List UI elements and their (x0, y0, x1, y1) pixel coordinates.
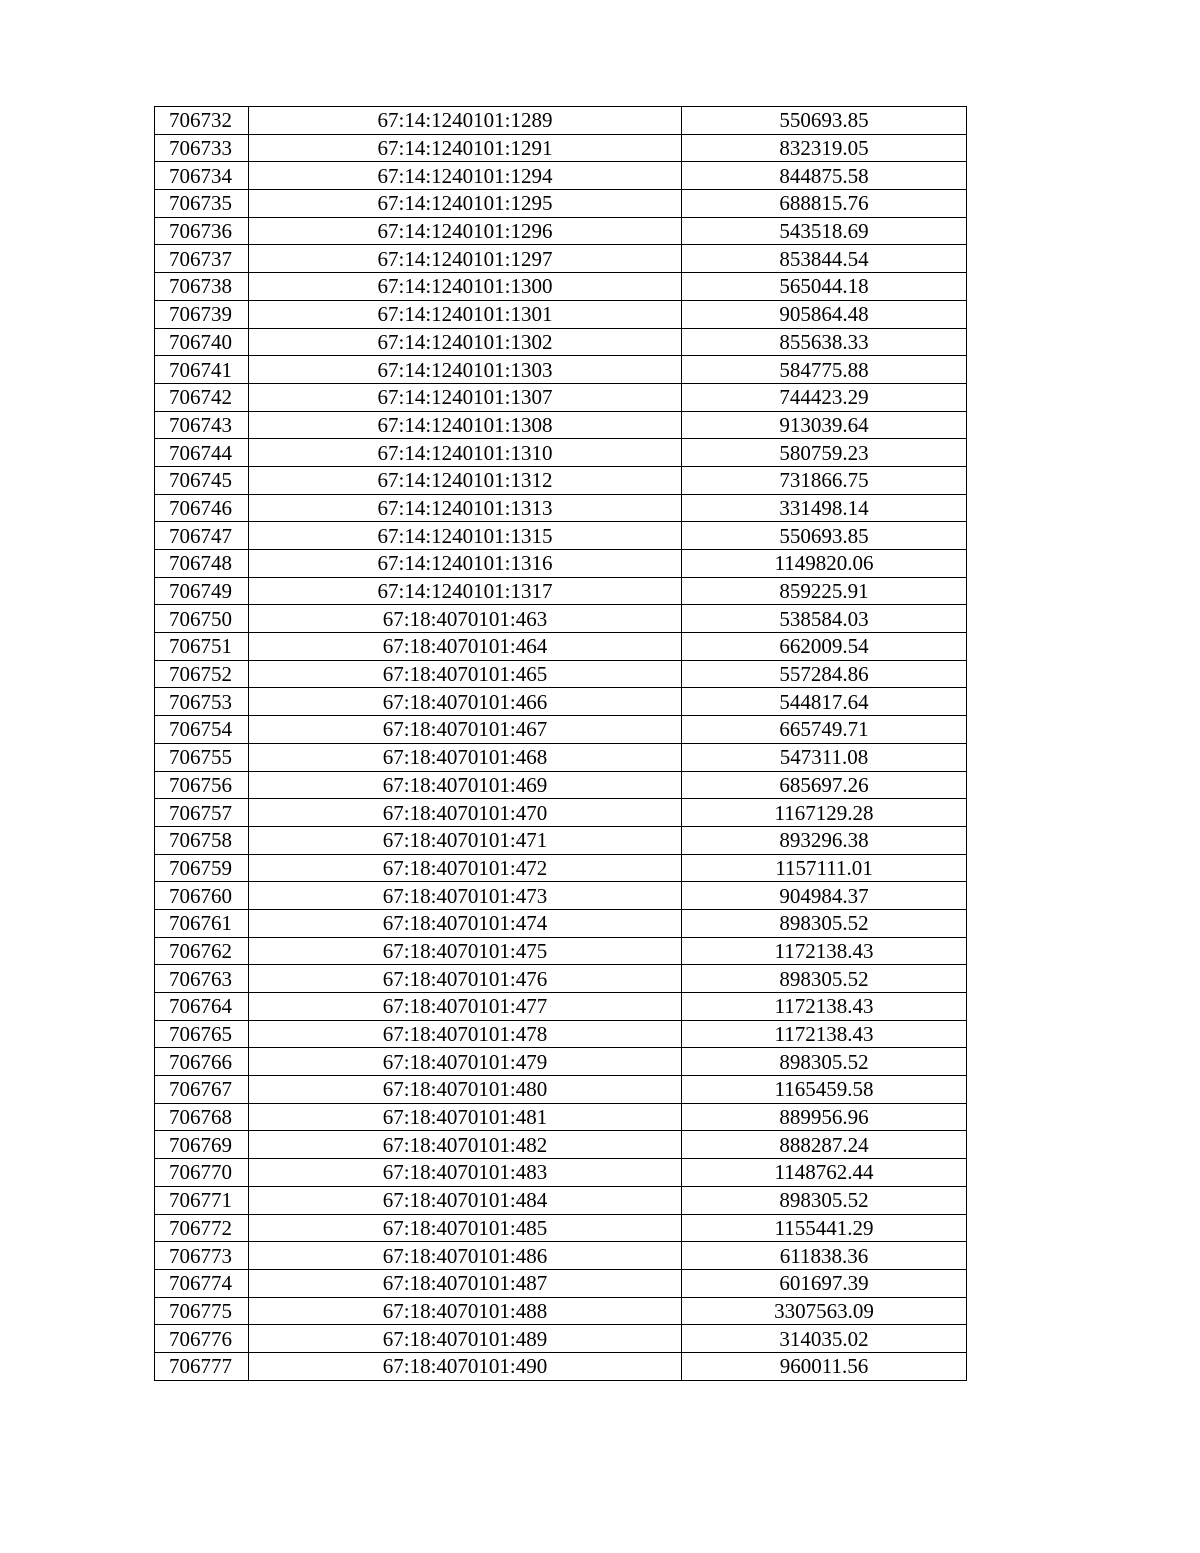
table-row (155, 660, 967, 688)
table-row (155, 1242, 967, 1270)
cadastral-number-cell: 67:18:4070101:482 (249, 1131, 682, 1159)
table-row (155, 134, 967, 162)
cadastral-number-cell: 67:18:4070101:476 (249, 965, 682, 993)
table-row (155, 466, 967, 494)
row-id-cell: 706739 (155, 300, 249, 328)
cadastral-number-cell: 67:14:1240101:1300 (249, 273, 682, 301)
cadastral-value-cell: 904984.37 (682, 882, 967, 910)
row-id-cell: 706768 (155, 1103, 249, 1131)
row-id-cell: 706760 (155, 882, 249, 910)
row-id-cell: 706776 (155, 1325, 249, 1353)
table-row (155, 1297, 967, 1325)
cadastral-value-cell: 898305.52 (682, 965, 967, 993)
table-row (155, 743, 967, 771)
cadastral-number-cell: 67:18:4070101:489 (249, 1325, 682, 1353)
cadastral-number-cell: 67:18:4070101:481 (249, 1103, 682, 1131)
cadastral-value-table (154, 106, 967, 1381)
table-row (155, 1020, 967, 1048)
table-row (155, 1076, 967, 1104)
cadastral-number-cell: 67:14:1240101:1313 (249, 494, 682, 522)
cadastral-value-cell: 898305.52 (682, 909, 967, 937)
cadastral-value-cell: 314035.02 (682, 1325, 967, 1353)
cadastral-number-cell: 67:14:1240101:1294 (249, 162, 682, 190)
cadastral-number-cell: 67:14:1240101:1303 (249, 356, 682, 384)
cadastral-value-cell: 550693.85 (682, 522, 967, 550)
table-row (155, 688, 967, 716)
table-row (155, 854, 967, 882)
cadastral-value-cell: 889956.96 (682, 1103, 967, 1131)
row-id-cell: 706735 (155, 190, 249, 218)
table-row (155, 245, 967, 273)
cadastral-value-cell: 1148762.44 (682, 1159, 967, 1187)
cadastral-number-cell: 67:18:4070101:478 (249, 1020, 682, 1048)
cadastral-value-cell: 1155441.29 (682, 1214, 967, 1242)
row-id-cell: 706737 (155, 245, 249, 273)
cadastral-number-cell: 67:18:4070101:474 (249, 909, 682, 937)
table-row (155, 1103, 967, 1131)
row-id-cell: 706769 (155, 1131, 249, 1159)
cadastral-number-cell: 67:14:1240101:1291 (249, 134, 682, 162)
cadastral-number-cell: 67:14:1240101:1310 (249, 439, 682, 467)
row-id-cell: 706750 (155, 605, 249, 633)
cadastral-value-cell: 584775.88 (682, 356, 967, 384)
cadastral-value-cell: 731866.75 (682, 466, 967, 494)
row-id-cell: 706742 (155, 383, 249, 411)
row-id-cell: 706771 (155, 1186, 249, 1214)
table-row (155, 217, 967, 245)
table-row (155, 882, 967, 910)
cadastral-value-cell: 1167129.28 (682, 799, 967, 827)
cadastral-number-cell: 67:18:4070101:480 (249, 1076, 682, 1104)
row-id-cell: 706746 (155, 494, 249, 522)
cadastral-number-cell: 67:18:4070101:464 (249, 633, 682, 661)
cadastral-number-cell: 67:18:4070101:486 (249, 1242, 682, 1270)
row-id-cell: 706744 (155, 439, 249, 467)
table-row (155, 1131, 967, 1159)
cadastral-value-cell: 611838.36 (682, 1242, 967, 1270)
cadastral-value-cell: 601697.39 (682, 1269, 967, 1297)
cadastral-value-cell: 1149820.06 (682, 550, 967, 578)
cadastral-value-cell: 893296.38 (682, 826, 967, 854)
table-row (155, 1159, 967, 1187)
cadastral-number-cell: 67:18:4070101:465 (249, 660, 682, 688)
cadastral-value-cell: 662009.54 (682, 633, 967, 661)
cadastral-number-cell: 67:18:4070101:475 (249, 937, 682, 965)
cadastral-value-cell: 853844.54 (682, 245, 967, 273)
cadastral-number-cell: 67:14:1240101:1297 (249, 245, 682, 273)
table-row (155, 1269, 967, 1297)
table-row (155, 1214, 967, 1242)
table-row (155, 411, 967, 439)
cadastral-number-cell: 67:18:4070101:472 (249, 854, 682, 882)
row-id-cell: 706741 (155, 356, 249, 384)
cadastral-number-cell: 67:18:4070101:490 (249, 1352, 682, 1380)
cadastral-number-cell: 67:14:1240101:1316 (249, 550, 682, 578)
row-id-cell: 706765 (155, 1020, 249, 1048)
row-id-cell: 706733 (155, 134, 249, 162)
cadastral-value-cell: 1172138.43 (682, 937, 967, 965)
row-id-cell: 706763 (155, 965, 249, 993)
row-id-cell: 706732 (155, 107, 249, 135)
cadastral-number-cell: 67:18:4070101:471 (249, 826, 682, 854)
cadastral-value-cell: 665749.71 (682, 716, 967, 744)
row-id-cell: 706775 (155, 1297, 249, 1325)
cadastral-number-cell: 67:14:1240101:1317 (249, 577, 682, 605)
table-row (155, 494, 967, 522)
cadastral-number-cell: 67:14:1240101:1308 (249, 411, 682, 439)
row-id-cell: 706773 (155, 1242, 249, 1270)
cadastral-value-cell: 544817.64 (682, 688, 967, 716)
row-id-cell: 706743 (155, 411, 249, 439)
row-id-cell: 706770 (155, 1159, 249, 1187)
cadastral-value-cell: 832319.05 (682, 134, 967, 162)
cadastral-value-cell: 685697.26 (682, 771, 967, 799)
table-row (155, 1186, 967, 1214)
cadastral-value-cell: 1172138.43 (682, 993, 967, 1021)
cadastral-number-cell: 67:14:1240101:1295 (249, 190, 682, 218)
table-row (155, 1048, 967, 1076)
table-row (155, 356, 967, 384)
cadastral-value-cell: 898305.52 (682, 1186, 967, 1214)
cadastral-value-cell: 1172138.43 (682, 1020, 967, 1048)
table-row (155, 273, 967, 301)
table-body (155, 107, 967, 1381)
cadastral-value-cell: 565044.18 (682, 273, 967, 301)
cadastral-value-cell: 744423.29 (682, 383, 967, 411)
row-id-cell: 706764 (155, 993, 249, 1021)
row-id-cell: 706751 (155, 633, 249, 661)
table-row (155, 605, 967, 633)
table-row (155, 162, 967, 190)
row-id-cell: 706758 (155, 826, 249, 854)
cadastral-number-cell: 67:18:4070101:487 (249, 1269, 682, 1297)
cadastral-number-cell: 67:18:4070101:483 (249, 1159, 682, 1187)
row-id-cell: 706762 (155, 937, 249, 965)
cadastral-number-cell: 67:14:1240101:1307 (249, 383, 682, 411)
cadastral-value-cell: 547311.08 (682, 743, 967, 771)
cadastral-number-cell: 67:18:4070101:466 (249, 688, 682, 716)
table-row (155, 577, 967, 605)
cadastral-value-cell: 859225.91 (682, 577, 967, 605)
cadastral-value-cell: 543518.69 (682, 217, 967, 245)
cadastral-number-cell: 67:18:4070101:469 (249, 771, 682, 799)
row-id-cell: 706747 (155, 522, 249, 550)
row-id-cell: 706738 (155, 273, 249, 301)
cadastral-number-cell: 67:18:4070101:479 (249, 1048, 682, 1076)
row-id-cell: 706777 (155, 1352, 249, 1380)
cadastral-value-cell: 1165459.58 (682, 1076, 967, 1104)
table-row (155, 328, 967, 356)
cadastral-number-cell: 67:18:4070101:468 (249, 743, 682, 771)
cadastral-number-cell: 67:14:1240101:1302 (249, 328, 682, 356)
cadastral-value-cell: 557284.86 (682, 660, 967, 688)
cadastral-value-cell: 331498.14 (682, 494, 967, 522)
cadastral-value-cell: 898305.52 (682, 1048, 967, 1076)
cadastral-number-cell: 67:18:4070101:467 (249, 716, 682, 744)
cadastral-value-cell: 855638.33 (682, 328, 967, 356)
cadastral-number-cell: 67:14:1240101:1296 (249, 217, 682, 245)
cadastral-number-cell: 67:18:4070101:477 (249, 993, 682, 1021)
table-row (155, 826, 967, 854)
cadastral-value-cell: 913039.64 (682, 411, 967, 439)
row-id-cell: 706734 (155, 162, 249, 190)
cadastral-value-cell: 580759.23 (682, 439, 967, 467)
row-id-cell: 706754 (155, 716, 249, 744)
table-row (155, 633, 967, 661)
row-id-cell: 706749 (155, 577, 249, 605)
row-id-cell: 706767 (155, 1076, 249, 1104)
table-row (155, 522, 967, 550)
row-id-cell: 706745 (155, 466, 249, 494)
table-row (155, 937, 967, 965)
row-id-cell: 706736 (155, 217, 249, 245)
cadastral-number-cell: 67:14:1240101:1315 (249, 522, 682, 550)
table-row (155, 1325, 967, 1353)
row-id-cell: 706740 (155, 328, 249, 356)
table-row (155, 909, 967, 937)
row-id-cell: 706759 (155, 854, 249, 882)
cadastral-value-cell: 538584.03 (682, 605, 967, 633)
cadastral-value-cell: 905864.48 (682, 300, 967, 328)
row-id-cell: 706766 (155, 1048, 249, 1076)
row-id-cell: 706752 (155, 660, 249, 688)
row-id-cell: 706772 (155, 1214, 249, 1242)
table-row (155, 771, 967, 799)
table-row (155, 1352, 967, 1380)
row-id-cell: 706755 (155, 743, 249, 771)
table-row (155, 300, 967, 328)
cadastral-number-cell: 67:18:4070101:488 (249, 1297, 682, 1325)
row-id-cell: 706753 (155, 688, 249, 716)
table-row (155, 439, 967, 467)
table-row (155, 799, 967, 827)
cadastral-value-cell: 688815.76 (682, 190, 967, 218)
cadastral-value-cell: 1157111.01 (682, 854, 967, 882)
cadastral-number-cell: 67:18:4070101:470 (249, 799, 682, 827)
cadastral-number-cell: 67:18:4070101:485 (249, 1214, 682, 1242)
table-row (155, 965, 967, 993)
table-row (155, 550, 967, 578)
table-row (155, 383, 967, 411)
cadastral-value-cell: 3307563.09 (682, 1297, 967, 1325)
cadastral-value-cell: 844875.58 (682, 162, 967, 190)
cadastral-number-cell: 67:14:1240101:1301 (249, 300, 682, 328)
cadastral-number-cell: 67:18:4070101:484 (249, 1186, 682, 1214)
cadastral-value-cell: 888287.24 (682, 1131, 967, 1159)
row-id-cell: 706757 (155, 799, 249, 827)
row-id-cell: 706748 (155, 550, 249, 578)
table-row (155, 716, 967, 744)
cadastral-number-cell: 67:14:1240101:1289 (249, 107, 682, 135)
table-row (155, 190, 967, 218)
cadastral-value-cell: 960011.56 (682, 1352, 967, 1380)
cadastral-value-cell: 550693.85 (682, 107, 967, 135)
row-id-cell: 706774 (155, 1269, 249, 1297)
cadastral-number-cell: 67:18:4070101:473 (249, 882, 682, 910)
row-id-cell: 706761 (155, 909, 249, 937)
row-id-cell: 706756 (155, 771, 249, 799)
table-row (155, 993, 967, 1021)
cadastral-number-cell: 67:18:4070101:463 (249, 605, 682, 633)
table-row (155, 107, 967, 135)
cadastral-number-cell: 67:14:1240101:1312 (249, 466, 682, 494)
